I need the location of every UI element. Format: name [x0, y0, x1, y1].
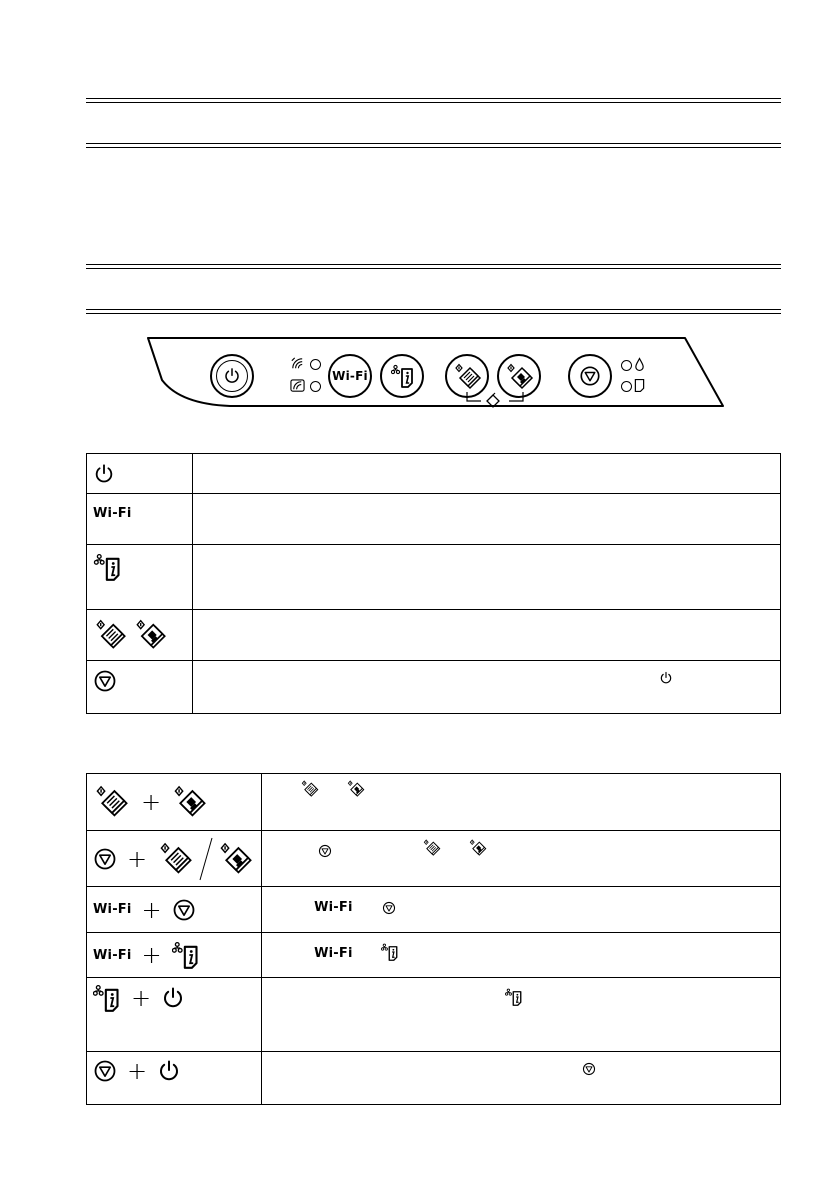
- plus-sign: +: [127, 1057, 148, 1085]
- row-description: [193, 545, 781, 610]
- row-description: [262, 978, 781, 1052]
- color-copy-icon: [468, 839, 488, 857]
- control-panel-illustration: [140, 330, 730, 412]
- stop-icon: [382, 901, 396, 915]
- row-description: [262, 831, 781, 887]
- network-status-sheet-icon: [93, 553, 123, 581]
- bw-copy-icon: [93, 785, 131, 819]
- paper-light: [621, 381, 632, 392]
- stop-icon: [579, 365, 601, 387]
- panel-power-button[interactable]: [210, 354, 254, 398]
- panel-stop-button[interactable]: [568, 354, 612, 398]
- panel-wifi-button[interactable]: [328, 354, 372, 398]
- table-row: [87, 933, 781, 978]
- power-icon: [161, 986, 185, 1010]
- network-status-sheet-icon: [172, 941, 200, 969]
- wifi-direct-light: [310, 381, 321, 392]
- buttons-table: [86, 453, 781, 714]
- bw-copy-icon: [422, 839, 442, 857]
- ink-drop-icon: [634, 357, 645, 372]
- table-row: [87, 1052, 781, 1105]
- wifi-label: Wi-Fi: [93, 947, 132, 963]
- plus-sign: +: [141, 788, 162, 816]
- color-copy-icon: [133, 619, 169, 651]
- wifi-light-icon: [290, 356, 305, 371]
- row-description: [193, 494, 781, 545]
- wifi-label: Wi-Fi: [93, 506, 132, 521]
- bw-copy-icon: [93, 619, 129, 651]
- wifi-label: Wi-Fi: [314, 946, 353, 961]
- plus-sign: +: [141, 941, 162, 969]
- wifi-label: Wi-Fi: [332, 369, 368, 383]
- network-status-sheet-icon: [93, 984, 121, 1012]
- section-rule-bottom: [86, 309, 781, 314]
- row-description: [193, 661, 781, 714]
- table-row: [87, 774, 781, 831]
- slash-divider: [199, 837, 213, 881]
- row-description: [193, 610, 781, 661]
- table-row: [87, 454, 781, 494]
- table-row: [87, 494, 781, 545]
- stop-icon: [172, 898, 196, 922]
- table-row: [87, 545, 781, 610]
- combinations-table: [86, 773, 781, 1105]
- row-description: [262, 933, 781, 978]
- table-row: [87, 610, 781, 661]
- color-copy-icon: [217, 842, 255, 876]
- table-row: [87, 831, 781, 887]
- stop-icon: [93, 847, 117, 871]
- row-description: [193, 454, 781, 494]
- power-icon: [223, 367, 241, 385]
- table-row: [87, 887, 781, 933]
- network-status-sheet-icon: [381, 943, 399, 961]
- row-description: [262, 1052, 781, 1105]
- network-status-sheet-icon: [505, 988, 523, 1006]
- panel-network-info-button[interactable]: [380, 354, 424, 398]
- heading-rule-bottom: [86, 143, 781, 148]
- plus-sign: +: [141, 895, 162, 924]
- network-status-sheet-icon: [391, 364, 415, 388]
- table-row: [87, 978, 781, 1052]
- bw-copy-icon: [453, 363, 483, 391]
- power-icon: [659, 671, 673, 685]
- stop-icon: [93, 669, 117, 693]
- stop-icon: [93, 1059, 117, 1083]
- color-copy-icon: [505, 363, 535, 391]
- power-icon: [157, 1059, 181, 1083]
- paper-icon: [634, 378, 645, 393]
- bw-copy-icon: [300, 780, 320, 798]
- plus-sign: +: [131, 984, 152, 1012]
- plus-sign: +: [127, 844, 148, 873]
- color-copy-icon: [171, 785, 209, 819]
- wifi-light: [310, 359, 321, 370]
- row-description: [262, 774, 781, 831]
- wifi-label: Wi-Fi: [93, 902, 132, 917]
- wifi-label: Wi-Fi: [314, 900, 353, 915]
- power-icon: [93, 463, 115, 485]
- section-rule-top: [86, 264, 781, 269]
- stop-icon: [582, 1062, 596, 1076]
- stop-icon: [318, 844, 332, 858]
- ink-light: [621, 360, 632, 371]
- bw-copy-icon: [157, 842, 195, 876]
- copy-combo-bracket: [465, 392, 525, 410]
- wifi-direct-light-icon: [290, 378, 305, 393]
- table-row: [87, 661, 781, 714]
- color-copy-icon: [346, 780, 366, 798]
- row-description: [262, 887, 781, 933]
- heading-rule-top: [86, 98, 781, 103]
